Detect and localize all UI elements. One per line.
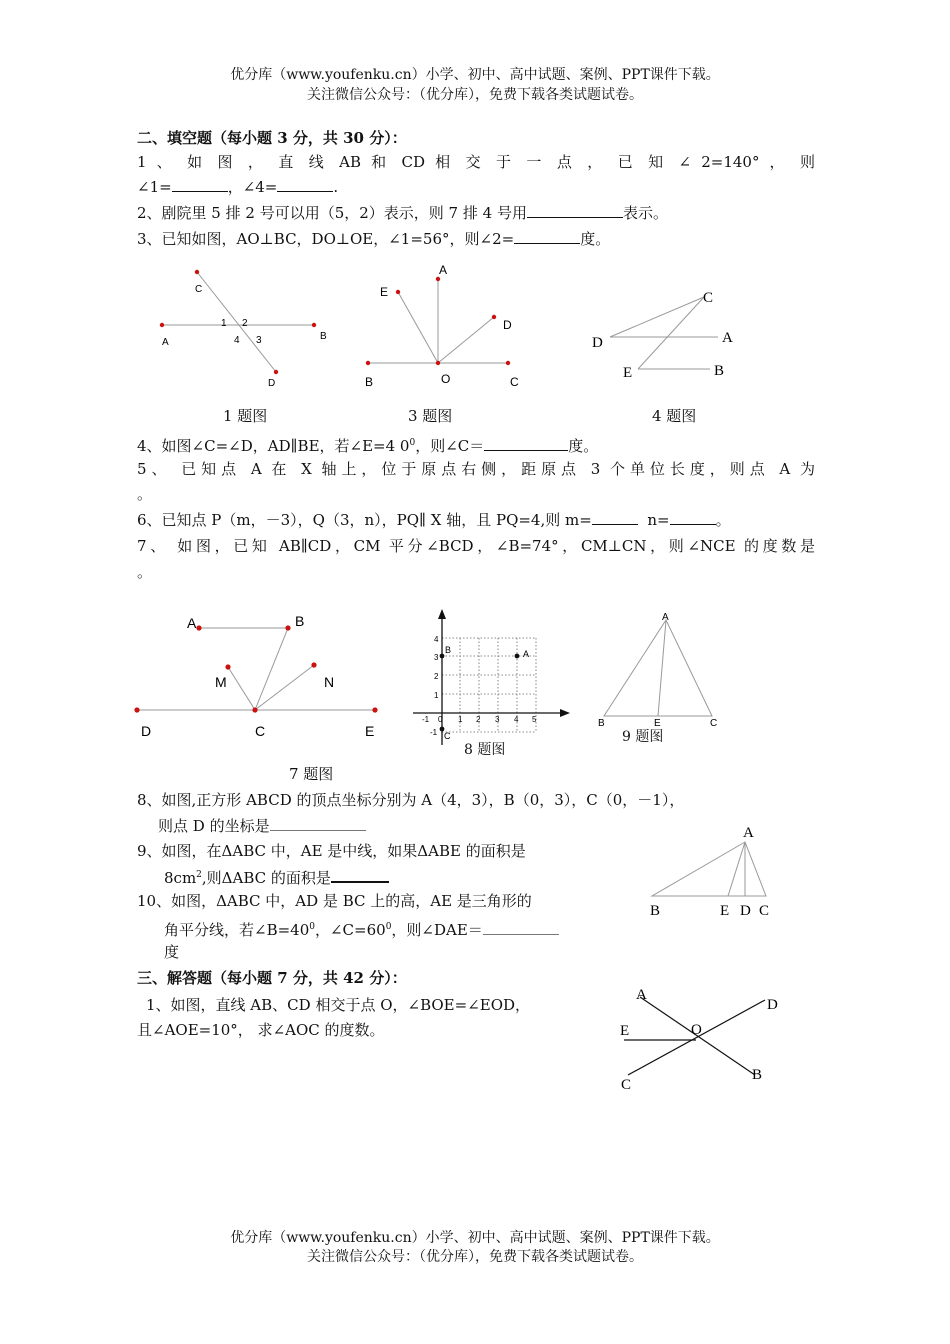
- figure-7: [125, 605, 390, 745]
- fig8-y-tick-2: 2: [434, 672, 439, 681]
- fig7-point-d: [134, 707, 139, 712]
- q6-blank-n[interactable]: [670, 510, 716, 525]
- fig3-line-od: [438, 317, 494, 363]
- fig7-label-a: A: [187, 615, 197, 631]
- figure-4: [590, 285, 750, 385]
- fig1-point-c: [195, 270, 199, 274]
- q5-line1: 5、 已知点 A 在 X 轴上，位于原点右侧，距原点 3 个单位长度，则点 A 为: [137, 460, 815, 478]
- fig4-label-e: E: [623, 365, 633, 381]
- fig8-label-b: B: [445, 645, 452, 655]
- q7-line1: 7、 如图，已知 AB∥CD，CM 平分∠BCD，∠B=74°，CM⊥CN，则∠NCE 的度数是: [137, 537, 815, 555]
- q10-line3: 度: [164, 943, 180, 961]
- figs3-label-a: A: [636, 987, 647, 1003]
- figs3-label-b: B: [752, 1067, 763, 1083]
- q8-text: 则点 D 的坐标是: [158, 817, 270, 835]
- fig3-label-d: D: [503, 318, 512, 332]
- q7-line2: 。: [137, 563, 153, 581]
- fig9-label-b: B: [598, 718, 605, 729]
- figs3-label-o: O: [691, 1022, 702, 1038]
- fig10-label-e: E: [720, 903, 730, 919]
- q9-line1: 9、如图，在ΔABC 中，AE 是中线，如果ΔABE 的面积是: [137, 842, 526, 860]
- fig3-point-o: [436, 361, 440, 365]
- caption-fig9: 9 题图: [622, 729, 664, 745]
- fig1-angle-4: 4: [234, 335, 240, 346]
- footer-line-1: 优分库（www.youfenku.cn）小学、初中、高中试题、案例、PPT课件下载。: [230, 1230, 720, 1246]
- q6-blank-m[interactable]: [592, 510, 638, 525]
- q1-text-a: ∠1=: [137, 178, 172, 196]
- fig10-label-d: D: [740, 903, 751, 919]
- fig4-label-a: A: [722, 330, 733, 346]
- fig8-x-tick-m1: -1: [422, 715, 430, 724]
- fig7-point-b: [285, 625, 290, 630]
- q6-text-c: 。: [715, 511, 731, 529]
- q9-squared: 2: [196, 870, 202, 880]
- q6-text-b: n=: [647, 511, 670, 529]
- fig3-label-c: C: [510, 375, 519, 389]
- q10-line2: [164, 916, 634, 941]
- fig10-label-b: B: [650, 903, 661, 919]
- fig8-y-arrow: [438, 609, 446, 619]
- q1-line1: 1 、 如 图 ， 直 线 AB 和 CD 相 交 于 一 点 ， 已 知 ∠ 2=140° ， 则: [137, 153, 815, 171]
- caption-fig7: 7 题图: [289, 765, 334, 783]
- q1-text-c: .: [333, 178, 339, 196]
- q1-blank-2[interactable]: [277, 177, 333, 192]
- fig7-label-b: B: [295, 613, 305, 629]
- q4-text-a: 4、如图∠C=∠D，AD∥BE，若∠E=4 0: [137, 437, 410, 455]
- fig7-label-c: C: [255, 723, 266, 739]
- fig7-point-m: [225, 664, 230, 669]
- q4-blank[interactable]: [484, 436, 568, 451]
- fig10-label-c: C: [759, 903, 770, 919]
- section2-title: 二、填空题（每小题 3 分，共 30 分）：: [137, 129, 407, 147]
- fig8-label-c: C: [444, 731, 451, 741]
- fig4-label-c: C: [703, 290, 714, 306]
- fig7-point-e: [372, 707, 377, 712]
- figure-s3-q1: [610, 980, 795, 1095]
- s3-q1-line1: 1、如图，直线 AB、CD 相交于点 O，∠BOE=∠EOD，: [146, 996, 531, 1014]
- figs3-label-c: C: [621, 1077, 632, 1093]
- q10-line1: 10、如图，ΔABC 中，AD 是 BC 上的高，AE 是三角形的: [137, 892, 532, 910]
- fig8-x-tick-1: 1: [458, 715, 463, 724]
- q4-line: [137, 432, 815, 457]
- fig1-label-d: D: [268, 378, 276, 389]
- figure-9: [594, 610, 724, 730]
- q4-degree: 0: [409, 438, 416, 448]
- fig7-line-cm: [228, 667, 255, 710]
- fig8-x-tick-2: 2: [476, 715, 481, 724]
- footer-line-2: 关注微信公众号：（优分库），免费下载各类试题试卷。: [307, 1249, 643, 1265]
- fig7-label-d: D: [141, 723, 152, 739]
- q2-text-b: 表示。: [622, 204, 668, 222]
- q10-text-b: ，∠C=60: [314, 921, 386, 939]
- q10-degree-1: 0: [309, 922, 315, 932]
- fig10-label-a: A: [743, 825, 754, 841]
- q10-text-a: 角平分线，若∠B=40: [164, 921, 310, 939]
- q2-text-a: 2、剧院里 5 排 2 号可以用（5，2）表示，则 7 排 4 号用: [137, 204, 527, 222]
- fig9-label-a: A: [662, 612, 669, 623]
- fig3-point-d: [492, 315, 496, 319]
- fig3-label-o: O: [441, 372, 451, 386]
- q4-text-c: 度。: [568, 437, 599, 455]
- fig9-label-c: C: [710, 718, 718, 729]
- caption-fig3: 3 题图: [408, 407, 453, 425]
- fig8-x-tick-5: 5: [532, 715, 537, 724]
- caption-fig8: 8 题图: [464, 742, 506, 758]
- fig1-point-d: [274, 370, 278, 374]
- q9-text-b: ,则ΔABC 的面积是: [201, 869, 331, 887]
- fig1-point-b: [312, 323, 316, 327]
- fig7-point-a: [196, 625, 201, 630]
- fig7-point-n: [311, 662, 316, 667]
- fig3-label-a: A: [439, 263, 448, 277]
- fig4-label-b: B: [714, 363, 725, 379]
- fig7-label-e: E: [365, 723, 375, 739]
- q1-text-b: ，∠4=: [227, 178, 278, 196]
- fig8-y-tick-3: 3: [434, 653, 439, 662]
- s3-q1-line2: 且∠AOE=10°， 求∠AOC 的度数。: [137, 1021, 385, 1039]
- q4-text-b: ，则∠C＝: [415, 437, 485, 455]
- header-line-1: 优分库（www.youfenku.cn）小学、初中、高中试题、案例、PPT课件下载。: [230, 67, 720, 83]
- caption-fig1: 1 题图: [223, 407, 268, 425]
- fig1-angle-1: 1: [221, 318, 227, 329]
- fig8-grid: [442, 638, 536, 732]
- fig7-point-c: [252, 707, 257, 712]
- q3-text-a: 3、已知如图，AO⊥BC，DO⊥OE，∠1=56°，则∠2=: [137, 230, 515, 248]
- fig7-label-m: M: [215, 674, 227, 690]
- fig3-label-e: E: [380, 285, 389, 299]
- caption-fig4: 4 题图: [652, 407, 697, 425]
- fig1-angle-3: 3: [256, 335, 262, 346]
- q3-blank[interactable]: [514, 229, 580, 244]
- fig8-y-tick-4: 4: [434, 635, 439, 644]
- fig4-line-ce: [638, 297, 704, 369]
- fig1-angle-2: 2: [242, 318, 248, 329]
- figure-1: [150, 265, 340, 395]
- q9-line2: [164, 864, 604, 889]
- figure-3: [355, 262, 540, 392]
- fig1-point-a: [160, 323, 164, 327]
- fig8-point-a: [515, 654, 520, 659]
- q8-line1: 8、如图,正方形 ABCD 的顶点坐标分别为 A（4，3），B（0，3），C（0，－1），: [137, 791, 685, 809]
- fig1-label-b: B: [320, 331, 327, 342]
- q1-blank-1[interactable]: [172, 177, 228, 192]
- fig8-x-tick-3: 3: [495, 715, 500, 724]
- q3-text-b: 度。: [580, 230, 611, 248]
- q1-line2: [137, 176, 815, 198]
- fig4-line-dc: [610, 297, 704, 337]
- q3-line: [137, 228, 815, 250]
- q2-blank[interactable]: [527, 203, 623, 218]
- fig1-line-cd: [197, 272, 276, 372]
- fig3-point-c: [506, 361, 510, 365]
- fig1-label-c: C: [195, 284, 203, 295]
- q2-line: [137, 202, 815, 224]
- q10-degree-2: 0: [385, 922, 392, 932]
- fig8-x-arrow: [560, 709, 570, 717]
- fig7-label-n: N: [324, 674, 335, 690]
- fig9-label-e: E: [654, 718, 661, 729]
- figure-8: [408, 605, 578, 745]
- fig4-label-d: D: [592, 335, 603, 351]
- fig10-triangle: [652, 842, 766, 896]
- fig8-x-tick-0: 0: [438, 715, 443, 724]
- q6-line: [137, 509, 815, 531]
- fig3-label-b: B: [365, 375, 374, 389]
- figs3-label-d: D: [767, 997, 778, 1013]
- q10-text-c: ，则∠DAE＝: [391, 921, 483, 939]
- fig3-point-a: [436, 277, 440, 281]
- fig3-point-b: [366, 361, 370, 365]
- q8-line2: [158, 815, 638, 837]
- q9-text-a: 8cm: [164, 869, 197, 887]
- fig9-line-ae: [658, 620, 666, 716]
- fig1-label-a: A: [162, 337, 169, 348]
- fig8-y-tick-m1: -1: [430, 728, 438, 737]
- header-line-2: 关注微信公众号：（优分库），免费下载各类试题试卷。: [307, 87, 643, 103]
- q5-line2: 。: [137, 485, 153, 503]
- fig8-label-a: A: [523, 649, 530, 659]
- fig3-point-e: [396, 290, 400, 294]
- fig8-point-b: [440, 654, 445, 659]
- fig9-triangle: [604, 620, 712, 716]
- q6-text-a: 6、已知点 P（m，－3），Q（3，n），PQ∥ X 轴，且 PQ=4,则 m=: [137, 511, 592, 529]
- fig3-line-oe: [398, 292, 438, 363]
- figs3-label-e: E: [620, 1023, 630, 1039]
- q9-blank[interactable]: [331, 867, 389, 883]
- fig8-x-tick-4: 4: [514, 715, 519, 724]
- section3-title: 三、解答题（每小题 7 分，共 42 分）：: [137, 969, 407, 987]
- q10-blank[interactable]: [483, 920, 559, 935]
- fig8-y-tick-1: 1: [434, 691, 439, 700]
- figure-10: [640, 820, 780, 920]
- q8-blank[interactable]: [270, 816, 366, 831]
